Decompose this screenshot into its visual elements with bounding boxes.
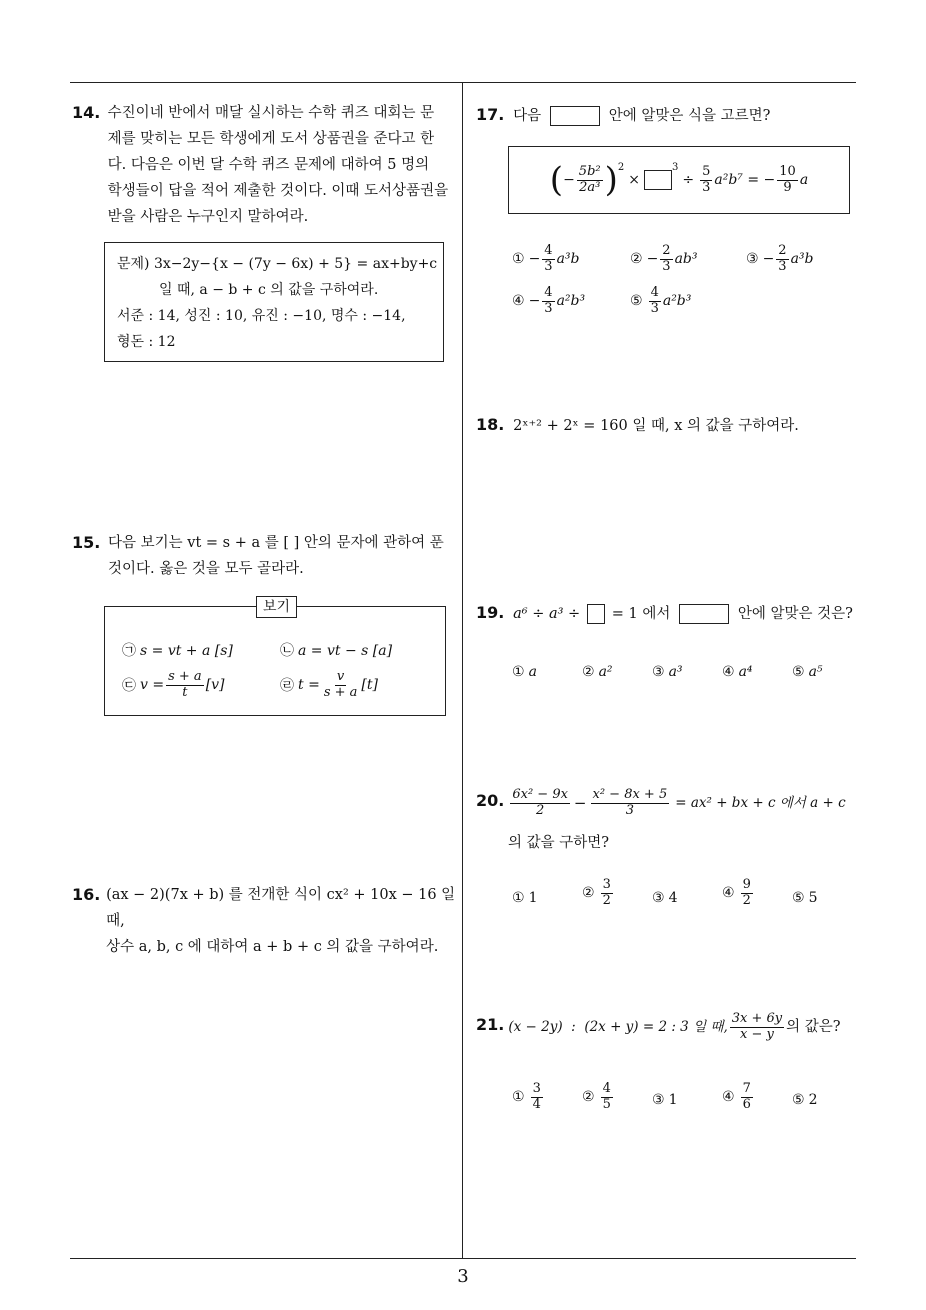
question-line: (ax − 2)(7x + b) 를 전개한 식이 cx² + 10x − 16 일 때, — [106, 887, 456, 929]
example-option-2: ㉡ a = vt − s [a] — [280, 643, 393, 659]
question-19 — [476, 600, 856, 627]
choice-2[interactable]: ② a² — [582, 664, 613, 680]
question-number: 20. — [476, 791, 505, 810]
question-text: 안에 알맞은 식을 고르면? — [608, 108, 771, 124]
choice-3[interactable]: ③ 4 — [652, 890, 678, 906]
question-line: 받을 사람은 누구인지 말하여라. — [107, 209, 309, 225]
question-20: 20. $\frac{\text{6x² − 9x}}{2}$ − $\frac{\text{x² − 8x + 5}}{3}$ = ax² + bx + c 에서 a + c — [476, 787, 846, 818]
choice-2[interactable]: ② $\frac{3}{2}$ — [582, 877, 611, 908]
choice-4[interactable]: ④ − $\frac{4}{3}$ a²b³ — [512, 285, 586, 316]
question-number: 19. — [476, 603, 505, 622]
choice-2[interactable]: ② $\frac{4}{5}$ — [582, 1081, 611, 1112]
question-21: 21. (x − 2y) : (2x + y) = 2 : 3 일 때, $\frac{3x + 6y}{x - y}$ 의 값은? — [476, 1011, 841, 1042]
question-line: 학생들이 답을 적어 제출한 것이다. 이때 도서상품권을 — [107, 183, 449, 199]
question-number: 14. — [72, 103, 101, 122]
question-text: 안에 알맞은 것은? — [737, 606, 853, 622]
box-line: 형돈 : 12 — [117, 334, 176, 350]
page-number: 3 — [457, 1266, 469, 1287]
question-17 — [476, 102, 856, 129]
question-line: 상수 a, b, c 에 대하여 a + b + c 의 값을 구하여라. — [106, 939, 439, 955]
choice-3[interactable]: ③ 1 — [652, 1092, 678, 1108]
question-line: 의 값을 구하면? — [508, 835, 610, 851]
equation-blank — [644, 170, 672, 190]
question-18 — [476, 412, 856, 439]
question-16 — [72, 882, 456, 960]
bottom-rule — [70, 1258, 856, 1259]
problem-box — [104, 242, 444, 362]
answer-blank — [679, 604, 729, 624]
choice-2[interactable]: ② − $\frac{2}{3}$ ab³ — [630, 243, 698, 274]
choice-4[interactable]: ④ $\frac{7}{6}$ — [722, 1081, 751, 1112]
question-line: 것이다. 옳은 것을 모두 골라라. — [108, 561, 304, 577]
equation-box: ( − $\frac{\text{5b²}}{\text{2a³}}$ ) 2 × 3 ÷ $\frac{5}{3}$ a²b⁷ = − $\frac{10}{9}$ a — [508, 146, 850, 214]
question-15 — [72, 530, 456, 582]
choice-1[interactable]: ① 1 — [512, 890, 538, 906]
answer-blank-small — [587, 604, 605, 624]
choice-3[interactable]: ③ − $\frac{2}{3}$ a³b — [746, 243, 814, 274]
example-option-1: ㉠ s = vt + a [s] — [122, 643, 233, 659]
choice-5[interactable]: ⑤ 2 — [792, 1092, 818, 1108]
top-rule — [70, 82, 856, 83]
choice-5[interactable]: ⑤ a⁵ — [792, 664, 823, 680]
question-text: a⁶ ÷ a³ ÷ — [513, 606, 581, 622]
box-line: 문제) 3x−2y−{x − (7y − 6x) + 5} = ax+by+c — [117, 256, 438, 272]
choice-4[interactable]: ④ $\frac{9}{2}$ — [722, 877, 751, 908]
box-line: 서준 : 14, 성진 : 10, 유진 : −10, 명수 : −14, — [117, 308, 406, 324]
choice-1[interactable]: ① a — [512, 664, 537, 680]
question-line: 다음 보기는 vt = s + a 를 [ ] 안의 문자에 관하여 푼 — [108, 535, 444, 551]
example-legend: 보기 — [256, 596, 297, 618]
choice-4[interactable]: ④ a⁴ — [722, 664, 753, 680]
choice-1[interactable]: ① $\frac{3}{4}$ — [512, 1081, 541, 1112]
question-text: 다음 — [513, 108, 542, 124]
column-divider — [462, 82, 463, 1258]
question-14 — [72, 100, 456, 230]
example-option-3: ㉢ v = $\frac{s + a}{t}$ [v] — [122, 669, 225, 700]
question-line: 수진이네 반에서 매달 실시하는 수학 퀴즈 대회는 문 — [107, 105, 435, 121]
question-number: 17. — [476, 105, 505, 124]
question-number: 18. — [476, 415, 505, 434]
question-text: 2ˣ⁺² + 2ˣ = 160 일 때, x 의 값을 구하여라. — [513, 418, 799, 434]
choice-5[interactable]: ⑤ 5 — [792, 890, 818, 906]
choice-3[interactable]: ③ a³ — [652, 664, 683, 680]
box-line: 일 때, a − b + c 의 값을 구하여라. — [159, 282, 379, 298]
question-line: 제를 맞히는 모든 학생에게 도서 상품권을 준다고 한 — [107, 131, 435, 147]
example-option-4: ㉣ t = $\frac{v}{s + a}$ [t] — [280, 669, 378, 700]
question-number: 15. — [72, 533, 101, 552]
question-text: = 1 에서 — [611, 606, 671, 622]
question-number: 21. — [476, 1015, 505, 1034]
answer-blank — [550, 106, 600, 126]
question-line: 다. 다음은 이번 달 수학 퀴즈 문제에 대하여 5 명의 — [107, 157, 430, 173]
choice-1[interactable]: ① − $\frac{4}{3}$ a³b — [512, 243, 580, 274]
question-number: 16. — [72, 885, 101, 904]
choice-5[interactable]: ⑤ $\frac{4}{3}$ a²b³ — [630, 285, 692, 316]
